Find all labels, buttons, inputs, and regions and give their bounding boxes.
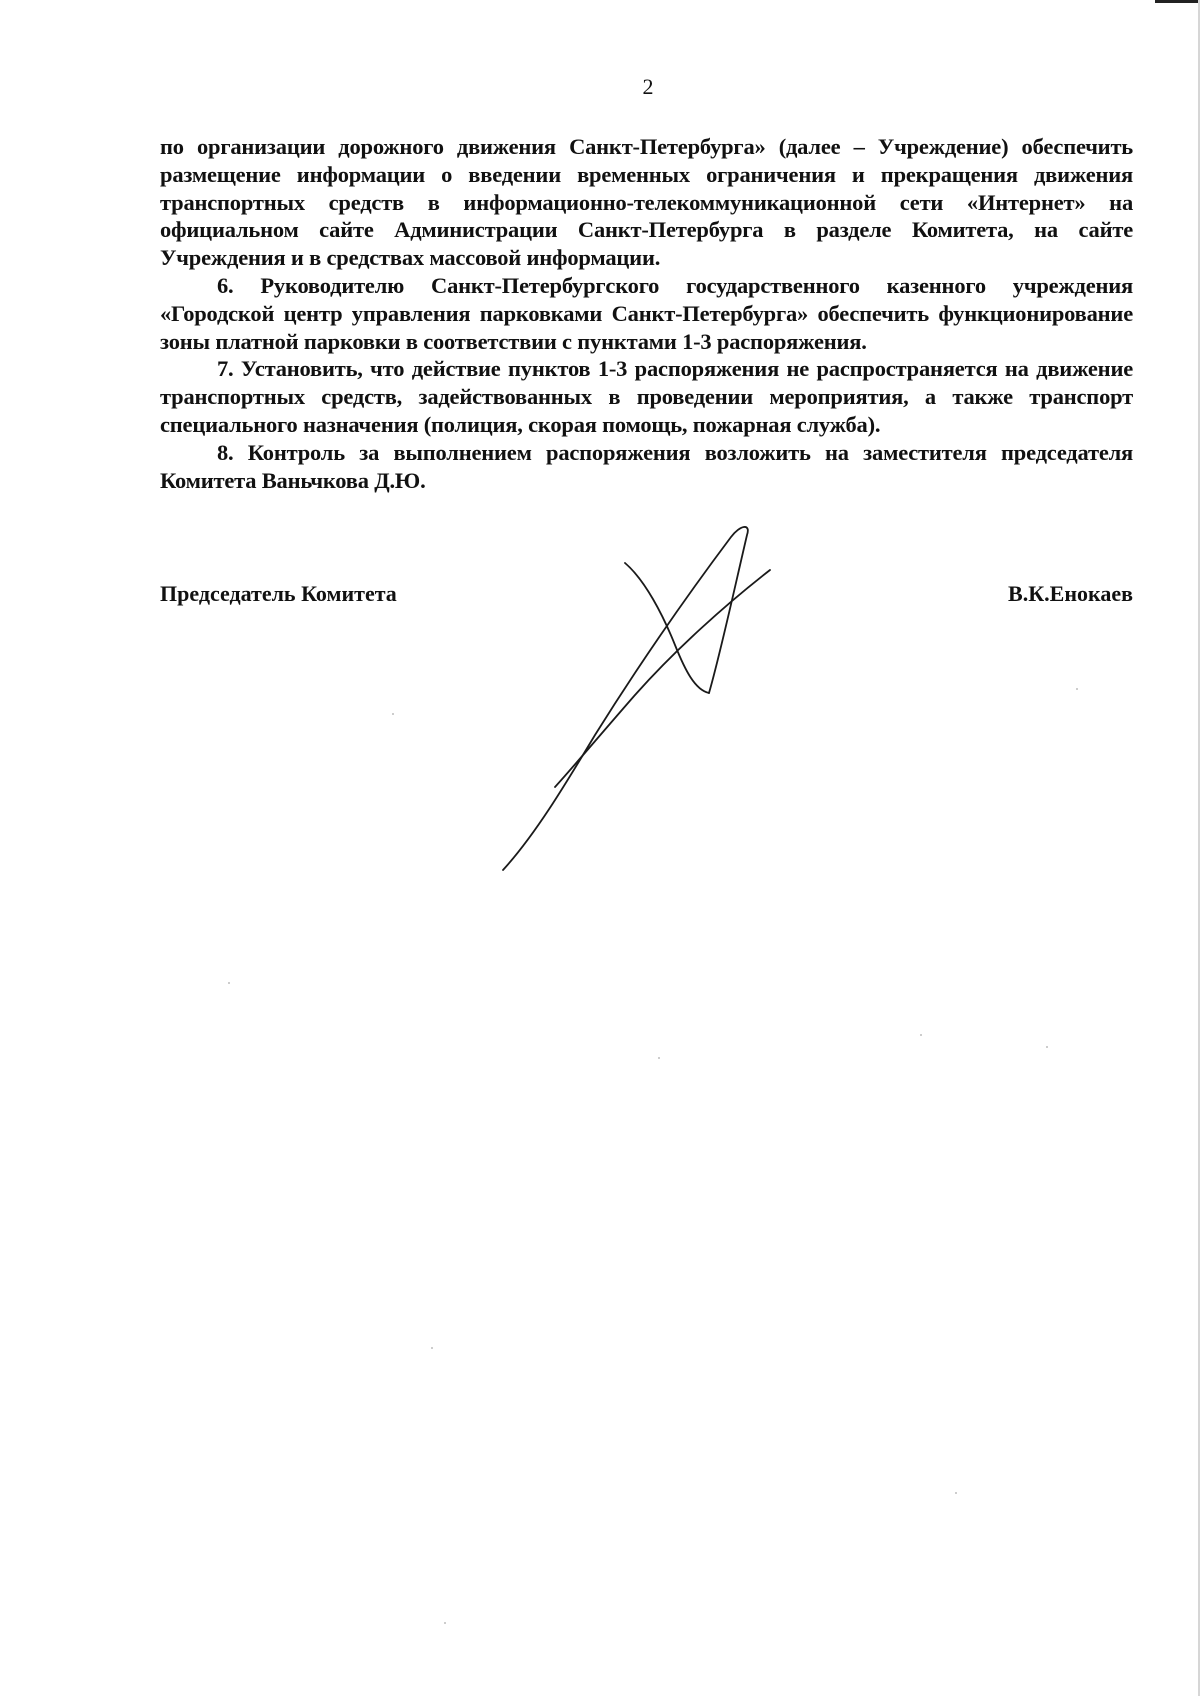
scan-speck [431, 1347, 433, 1349]
signer-title: Председатель Комитета [160, 581, 397, 606]
scan-speck [920, 1034, 922, 1036]
document-body [160, 133, 1133, 494]
signature-stroke-3 [555, 570, 770, 787]
handwritten-signature [495, 525, 775, 875]
signature-stroke-1 [625, 563, 709, 693]
scan-speck [392, 713, 394, 715]
paragraph-item-7: 7. Установить, что действие пунктов 1-3 распоряжения не распространяется на движение транспортных средств, задействованных в проведении мероприятия, а также транспорт специального назначения (полиция, скорая помощь, пожарная служба). [160, 356, 1133, 437]
signature-stroke-2 [503, 527, 748, 870]
paragraph-item-6: 6. Руководителю Санкт-Петербургского государственного казенного учреждения «Городской центр управления парковками Санкт-Петербурга» обеспечить функционирование зоны платной парковки в соответствии с пунктами 1-3 распоряжения. [160, 272, 1133, 354]
scan-speck [658, 1057, 660, 1059]
paragraph-item-8: 8. Контроль за выполнением распоряжения возложить на заместителя председателя Комитета Ваньчкова Д.Ю. [160, 439, 1133, 493]
scan-speck [1076, 688, 1078, 690]
scan-speck [444, 1622, 446, 1624]
signer-name: В.К.Енокаев [1008, 581, 1133, 606]
scan-speck [955, 1492, 957, 1494]
scan-edge-mark [1155, 0, 1200, 3]
scan-speck [228, 982, 230, 984]
paragraph-continuation: по организации дорожного движения Санкт-Петербурга» (далее – Учреждение) обеспечить размещение информации о введении временных ограничения и прекращения движения транспортных средств в информационно-телекоммуникационной сети «Интернет» на официальном сайте Администрации Санкт-Петербурга в разделе Комитета, на сайте Учреждения и в средствах массовой информации. [160, 134, 1133, 271]
scan-speck [1046, 1046, 1048, 1048]
page-number: 2 [642, 74, 654, 99]
